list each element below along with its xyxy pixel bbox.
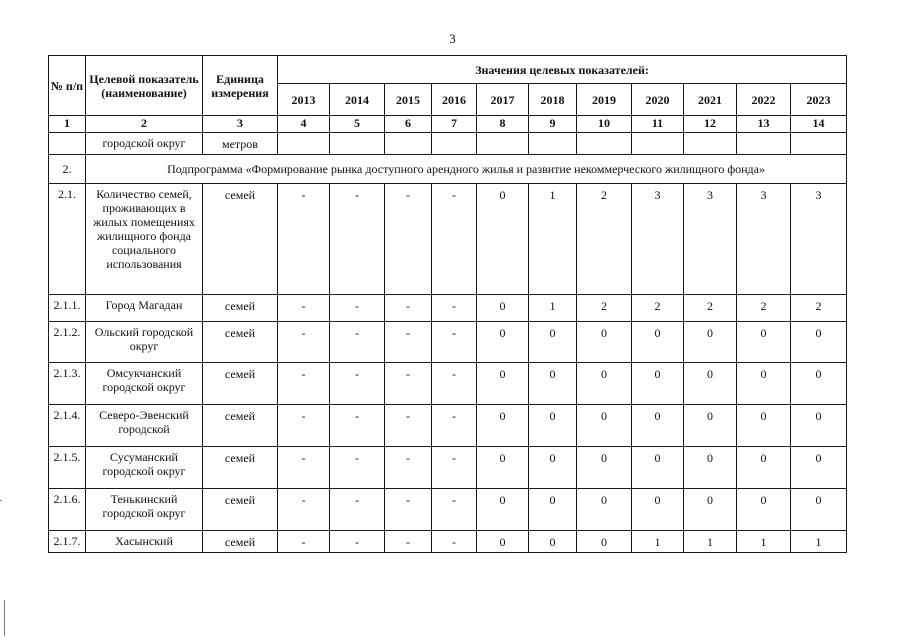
column-number: 4 <box>278 116 330 133</box>
indicator-name: Город Магадан <box>86 295 203 322</box>
value-cell: 0 <box>684 405 737 447</box>
value-cell: - <box>278 322 330 363</box>
value-cell: 0 <box>529 322 577 363</box>
value-cell: - <box>432 322 477 363</box>
value-cell: 0 <box>791 363 847 405</box>
value-cell: 0 <box>632 447 684 489</box>
row-number: 2.1.6. <box>49 489 86 531</box>
value-cell: - <box>278 447 330 489</box>
target-indicators-table <box>48 55 847 553</box>
value-cell: 0 <box>577 363 632 405</box>
column-number: 8 <box>477 116 529 133</box>
year-header: 2015 <box>385 84 432 116</box>
value-cell <box>330 133 385 155</box>
unit-cell: семей <box>203 447 278 489</box>
value-cell: 2 <box>684 295 737 322</box>
value-cell: - <box>330 184 385 295</box>
year-header: 2014 <box>330 84 385 116</box>
value-cell: 3 <box>791 184 847 295</box>
value-cell: 0 <box>791 489 847 531</box>
value-cell: 0 <box>684 489 737 531</box>
value-cell <box>529 133 577 155</box>
value-cell <box>791 133 847 155</box>
value-cell: - <box>330 447 385 489</box>
indicator-name: Хасынский <box>86 531 203 553</box>
column-number: 14 <box>791 116 847 133</box>
scan-dot-mark <box>0 500 2 501</box>
unit-cell: семей <box>203 405 278 447</box>
indicator-row <box>49 489 847 531</box>
row-number: 2.1.2. <box>49 322 86 363</box>
column-number: 6 <box>385 116 432 133</box>
value-cell: - <box>385 184 432 295</box>
value-cell: - <box>432 363 477 405</box>
value-cell: - <box>432 531 477 553</box>
value-cell: - <box>278 184 330 295</box>
value-cell: - <box>278 363 330 405</box>
value-cell <box>737 133 791 155</box>
value-cell: 0 <box>684 322 737 363</box>
value-cell <box>432 133 477 155</box>
value-cell: 0 <box>737 322 791 363</box>
header-row <box>49 56 847 84</box>
value-cell: - <box>330 405 385 447</box>
value-cell: 0 <box>632 363 684 405</box>
column-number: 7 <box>432 116 477 133</box>
value-cell: - <box>432 405 477 447</box>
year-header: 2020 <box>632 84 684 116</box>
indicator-name: Сусуманский городской округ <box>86 447 203 489</box>
value-cell: 2 <box>737 295 791 322</box>
value-cell: - <box>432 184 477 295</box>
value-cell: 3 <box>737 184 791 295</box>
indicator-row <box>49 531 847 553</box>
value-cell: 1 <box>632 531 684 553</box>
column-number: 5 <box>330 116 385 133</box>
page-number: 3 <box>449 31 456 46</box>
value-cell: 0 <box>737 489 791 531</box>
year-header: 2019 <box>577 84 632 116</box>
value-cell: - <box>385 447 432 489</box>
column-number: 10 <box>577 116 632 133</box>
indicator-name: Тенькинский городской округ <box>86 489 203 531</box>
value-cell: 0 <box>737 447 791 489</box>
value-cell: 0 <box>791 405 847 447</box>
indicator-row <box>49 295 847 322</box>
value-cell <box>278 133 330 155</box>
value-cell: - <box>385 531 432 553</box>
value-cell: - <box>385 322 432 363</box>
subprogram-title: Подпрограмма «Формирование рынка доступного арендного жилья и развитие некоммерческого жилищного фонда» <box>86 155 847 184</box>
value-cell: 0 <box>477 447 529 489</box>
unit-cell: семей <box>203 489 278 531</box>
value-cell: 2 <box>632 295 684 322</box>
subprogram-number: 2. <box>49 155 86 184</box>
year-header: 2013 <box>278 84 330 116</box>
value-cell <box>632 133 684 155</box>
value-cell <box>385 133 432 155</box>
column-number: 2 <box>86 116 203 133</box>
column-number: 12 <box>684 116 737 133</box>
indicator-row <box>49 184 847 295</box>
header-indicator: Целевой показатель (наименование) <box>86 56 203 116</box>
continuation-row <box>49 133 847 155</box>
unit-cell: семей <box>203 322 278 363</box>
value-cell: 3 <box>632 184 684 295</box>
value-cell: 0 <box>791 447 847 489</box>
value-cell <box>684 133 737 155</box>
value-cell: 0 <box>577 489 632 531</box>
value-cell: 0 <box>477 295 529 322</box>
value-cell: - <box>278 531 330 553</box>
year-header: 2017 <box>477 84 529 116</box>
value-cell: 0 <box>477 184 529 295</box>
value-cell: 1 <box>737 531 791 553</box>
value-cell: 0 <box>684 363 737 405</box>
header-num: № п/п <box>49 56 86 116</box>
value-cell: 0 <box>529 489 577 531</box>
year-header: 2016 <box>432 84 477 116</box>
row-number: 2.1.3. <box>49 363 86 405</box>
indicator-name: Ольский городской округ <box>86 322 203 363</box>
row-number: 2.1.7. <box>49 531 86 553</box>
value-cell: 0 <box>684 447 737 489</box>
value-cell: - <box>330 531 385 553</box>
value-cell: 0 <box>477 405 529 447</box>
value-cell: - <box>385 295 432 322</box>
column-number-row <box>49 116 847 133</box>
column-number: 1 <box>49 116 86 133</box>
unit-cell: семей <box>203 363 278 405</box>
value-cell: 1 <box>684 531 737 553</box>
indicator-name: городской округ <box>86 133 203 155</box>
header-values-title: Значения целевых показателей: <box>278 56 847 84</box>
indicator-name: Омсукчанский городской округ <box>86 363 203 405</box>
unit-cell: семей <box>203 184 278 295</box>
column-number: 13 <box>737 116 791 133</box>
value-cell: - <box>278 489 330 531</box>
value-cell: 0 <box>529 531 577 553</box>
value-cell: - <box>432 489 477 531</box>
header-unit: Единица измерения <box>203 56 278 116</box>
value-cell: 0 <box>577 322 632 363</box>
value-cell: 2 <box>791 295 847 322</box>
value-cell: - <box>385 405 432 447</box>
indicator-row <box>49 447 847 489</box>
value-cell: 0 <box>577 447 632 489</box>
unit-cell: семей <box>203 295 278 322</box>
column-number: 3 <box>203 116 278 133</box>
value-cell: - <box>278 295 330 322</box>
value-cell <box>577 133 632 155</box>
value-cell: - <box>330 489 385 531</box>
scan-edge-mark <box>4 600 5 636</box>
value-cell: 1 <box>791 531 847 553</box>
value-cell: 0 <box>632 405 684 447</box>
row-number: 2.1.5. <box>49 447 86 489</box>
row-number: 2.1.1. <box>49 295 86 322</box>
value-cell: 0 <box>529 447 577 489</box>
column-number: 11 <box>632 116 684 133</box>
value-cell: 0 <box>477 531 529 553</box>
value-cell: 0 <box>577 531 632 553</box>
value-cell: 0 <box>529 363 577 405</box>
value-cell: 0 <box>477 322 529 363</box>
row-number: 2.1. <box>49 184 86 295</box>
unit-cell: метров <box>203 133 278 155</box>
value-cell: - <box>385 489 432 531</box>
value-cell: - <box>385 363 432 405</box>
value-cell: 0 <box>632 322 684 363</box>
value-cell: 0 <box>529 405 577 447</box>
value-cell: - <box>432 447 477 489</box>
value-cell: 0 <box>477 363 529 405</box>
row-number <box>49 133 86 155</box>
year-header: 2023 <box>791 84 847 116</box>
column-number: 9 <box>529 116 577 133</box>
value-cell: 3 <box>684 184 737 295</box>
value-cell: 0 <box>577 405 632 447</box>
indicator-row <box>49 322 847 363</box>
value-cell: - <box>330 363 385 405</box>
indicator-row <box>49 405 847 447</box>
indicator-name: Количество семей, проживающих в жилых помещениях жилищного фонда социального использования <box>86 184 203 295</box>
value-cell: 0 <box>477 489 529 531</box>
year-header: 2022 <box>737 84 791 116</box>
value-cell <box>477 133 529 155</box>
value-cell: - <box>432 295 477 322</box>
indicator-name: Северо-Эвенский городской <box>86 405 203 447</box>
value-cell: 2 <box>577 295 632 322</box>
value-cell: 0 <box>791 322 847 363</box>
unit-cell: семей <box>203 531 278 553</box>
value-cell: 0 <box>737 405 791 447</box>
value-cell: 0 <box>737 363 791 405</box>
value-cell: 1 <box>529 184 577 295</box>
value-cell: 0 <box>632 489 684 531</box>
subprogram-row <box>49 155 847 184</box>
row-number: 2.1.4. <box>49 405 86 447</box>
value-cell: - <box>330 295 385 322</box>
value-cell: - <box>330 322 385 363</box>
indicator-row <box>49 363 847 405</box>
year-header: 2018 <box>529 84 577 116</box>
year-header: 2021 <box>684 84 737 116</box>
value-cell: 2 <box>577 184 632 295</box>
value-cell: - <box>278 405 330 447</box>
value-cell: 1 <box>529 295 577 322</box>
